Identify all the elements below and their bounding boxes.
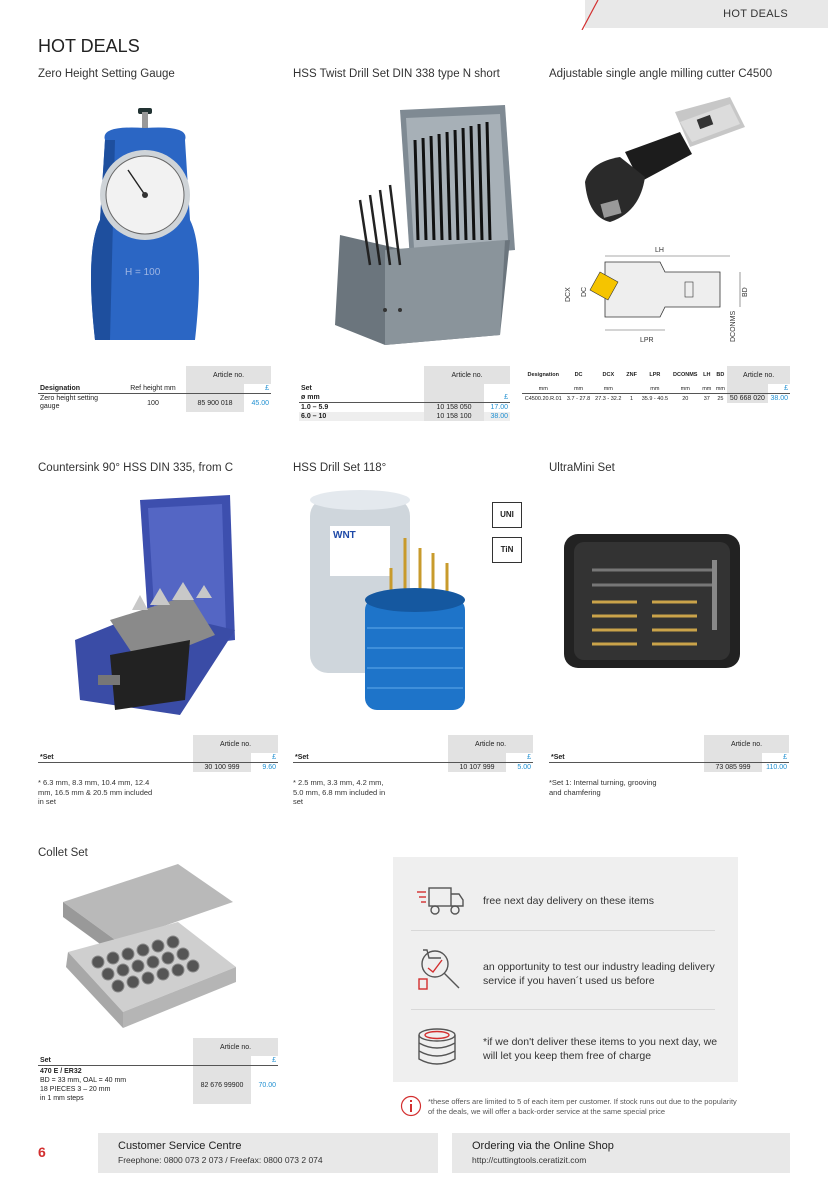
drillset-article-header: Article no.	[448, 735, 533, 753]
table-row	[549, 763, 789, 773]
twist-col-set: Set	[301, 385, 312, 392]
gauge-col-ref: Ref height mm	[130, 385, 176, 392]
milling-unit: mm	[714, 384, 728, 394]
drawing-label-lpr: LPR	[640, 337, 654, 344]
milling-unit: mm	[522, 384, 564, 394]
milling-cell: C4500.20.R.01	[524, 395, 562, 402]
milling-col-dc: DC	[574, 372, 583, 378]
milling-unit: mm	[700, 384, 714, 394]
ultramini-table	[549, 735, 789, 772]
twist-currency: £	[484, 393, 510, 403]
footer-online-shop	[452, 1133, 790, 1173]
header-accent-slash	[578, 0, 600, 30]
svg-text:H = 100: H = 100	[125, 267, 161, 278]
ultramini-image	[562, 530, 742, 670]
drawing-label-lh: LH	[655, 247, 664, 254]
table-row	[293, 763, 533, 773]
collet-title: Collet Set	[38, 847, 88, 859]
gauge-price: 45.00	[244, 394, 271, 413]
footer-left-contact: Freephone: 0800 073 2 073 / Freefax: 0800 073 2 074	[118, 1155, 323, 1165]
drillset-price: 5.00	[517, 764, 531, 771]
milling-price: 38.00	[770, 395, 788, 402]
milling-col-znf: ZNF	[626, 372, 637, 378]
header-bar	[585, 0, 828, 28]
countersink-price: 9.60	[262, 764, 276, 771]
countersink-article: 30 100 999	[193, 763, 251, 773]
ultramini-article-header: Article no.	[704, 735, 789, 753]
drillset-logo: WNT	[333, 530, 356, 541]
footer-left-title: Customer Service Centre	[118, 1140, 242, 1152]
drillset-note: * 2.5 mm, 3.3 mm, 4.2 mm, 5.0 mm, 6.8 mm included in set	[293, 778, 386, 806]
drillset-currency: £	[506, 753, 533, 763]
drawing-label-dconms: DCONMS	[730, 310, 737, 342]
ultramini-title: UltraMini Set	[549, 462, 615, 474]
milling-col-bd: BD	[716, 372, 725, 378]
table-row	[299, 403, 510, 413]
drillset-title: HSS Drill Set 118°	[293, 462, 387, 474]
milling-unit	[624, 384, 639, 394]
gauge-article: 85 900 018	[186, 394, 244, 413]
milling-cell: 35.9 - 40.5	[641, 395, 668, 402]
footer-shop-link[interactable]: http://cuttingtools.ceratizit.com	[472, 1155, 587, 1165]
milling-col-dconms: DCONMS	[673, 372, 698, 378]
drawing-label-dc: DC	[581, 286, 588, 297]
drillset-article: 10 107 999	[448, 763, 506, 773]
milling-col-lpr: LPR	[649, 372, 661, 378]
collet-table	[38, 1038, 278, 1104]
collet-line1: 470 E / ER32	[40, 1068, 82, 1075]
promo-item-2: an opportunity to test our industry leading delivery service if you haven´t used us before	[483, 961, 715, 987]
drillset-col-set: *Set	[293, 753, 448, 763]
footer-customer-service	[98, 1133, 438, 1173]
milling-cutter-image	[580, 92, 750, 232]
milling-cell: 25	[717, 395, 724, 402]
drawing-label-dcx: DCX	[565, 287, 572, 302]
gauge-ref-height: 100	[120, 394, 186, 413]
milling-title: Adjustable single angle milling cutter C4500	[549, 68, 773, 80]
ultramini-price: 110.00	[766, 764, 787, 771]
gauge-currency: £	[244, 384, 271, 394]
collet-line3: 18 PIECES 3 – 20 mm	[40, 1086, 111, 1093]
milling-table	[522, 366, 790, 403]
collet-article: 82 676 99900	[193, 1066, 251, 1105]
countersink-col-set: *Set	[38, 753, 193, 763]
countersink-note: * 6.3 mm, 8.3 mm, 10.4 mm, 12.4 mm, 16.5 mm & 20.5 mm included in set	[38, 778, 153, 806]
collet-line2: BD = 33 mm, OAL = 40 mm	[40, 1077, 127, 1084]
milling-cell: 1	[630, 395, 634, 402]
gauge-col-designation: Designation	[40, 385, 81, 392]
twist-article-1: 10 158 050	[424, 403, 484, 413]
milling-drawing	[560, 242, 760, 347]
promo-divider	[411, 1009, 715, 1010]
collet-article-header: Article no.	[193, 1038, 278, 1056]
gauge-title: Zero Height Setting Gauge	[38, 68, 175, 80]
collet-price: 70.00	[258, 1081, 276, 1089]
milling-unit: mm	[593, 384, 624, 394]
countersink-image	[70, 490, 250, 720]
milling-cell: 3.7 - 27.8	[566, 395, 591, 402]
drillset-table	[293, 735, 533, 772]
countersink-title: Countersink 90° HSS DIN 335, from C	[38, 462, 234, 474]
table-row	[522, 394, 790, 404]
promo-item-1: free next day delivery on these items	[483, 895, 655, 907]
twist-title: HSS Twist Drill Set DIN 338 type N short	[293, 68, 500, 80]
countersink-currency: £	[251, 753, 278, 763]
magnifier-test-icon	[415, 944, 465, 994]
gauge-designation: Zero height setting gauge	[38, 394, 120, 413]
twist-col-unit: ø mm	[299, 393, 424, 403]
promo-item-3: *if we don't deliver these items to you next day, we will let you keep them free of charge	[483, 1036, 718, 1062]
promo-panel	[393, 857, 738, 1082]
collet-currency: £	[251, 1056, 278, 1066]
milling-cell: 20	[682, 395, 689, 402]
twist-drill-image	[330, 100, 520, 345]
twist-price-1: 17.00	[490, 404, 508, 411]
twist-article-header: Article no.	[424, 366, 510, 384]
milling-unit: mm	[671, 384, 700, 394]
milling-cell: 37	[703, 395, 710, 402]
drillset-image	[305, 488, 485, 718]
tin-badge: TiN	[492, 537, 522, 563]
promo-divider	[411, 930, 715, 931]
milling-article-header: Article no.	[727, 366, 790, 384]
ultramini-article: 73 085 999	[704, 763, 762, 773]
ultramini-note: *Set 1: Internal turning, grooving and chamfering	[549, 778, 657, 797]
page-title: HOT DEALS	[38, 36, 140, 56]
table-row	[299, 412, 510, 421]
twist-set-1: 1.0 – 5.9	[301, 404, 329, 411]
milling-cell: 27.3 - 32.2	[595, 395, 622, 402]
collet-line4: in 1 mm steps	[40, 1095, 84, 1102]
countersink-table	[38, 735, 278, 772]
info-icon	[400, 1095, 422, 1117]
milling-currency: £	[768, 384, 790, 394]
delivery-truck-icon	[415, 882, 465, 918]
table-row	[38, 1066, 278, 1105]
twist-price-2: 38.00	[490, 413, 508, 420]
milling-col-designation: Designation	[527, 372, 559, 378]
collet-col-set: Set	[38, 1056, 193, 1066]
coins-stack-icon	[415, 1025, 459, 1069]
footer-right-title: Ordering via the Online Shop	[472, 1140, 614, 1152]
twist-article-2: 10 158 100	[424, 412, 484, 421]
countersink-article-header: Article no.	[193, 735, 278, 753]
uni-badge: UNI	[492, 502, 522, 528]
ultramini-col-set: *Set	[549, 753, 704, 763]
table-row	[38, 763, 278, 773]
drawing-label-bd: BD	[742, 287, 749, 297]
milling-article: 50 668 020	[727, 394, 767, 404]
promo-disclaimer: *these offers are limited to 5 of each item per customer. If stock runs out due to the popularity of the deals, we will offer a back-order service at the same special price	[428, 1097, 737, 1116]
collet-image	[58, 862, 238, 1032]
gauge-table	[38, 366, 271, 412]
milling-col-dcx: DCX	[602, 372, 615, 378]
milling-unit: mm	[564, 384, 592, 394]
gauge-image	[70, 100, 220, 350]
twist-table	[299, 366, 510, 421]
gauge-article-header: Article no.	[186, 366, 271, 384]
section-label: HOT DEALS	[723, 8, 788, 20]
ultramini-currency: £	[762, 753, 789, 763]
twist-set-2: 6.0 – 10	[301, 413, 327, 420]
page-number: 6	[38, 1144, 46, 1160]
milling-col-lh: LH	[703, 372, 711, 378]
milling-unit: mm	[639, 384, 670, 394]
